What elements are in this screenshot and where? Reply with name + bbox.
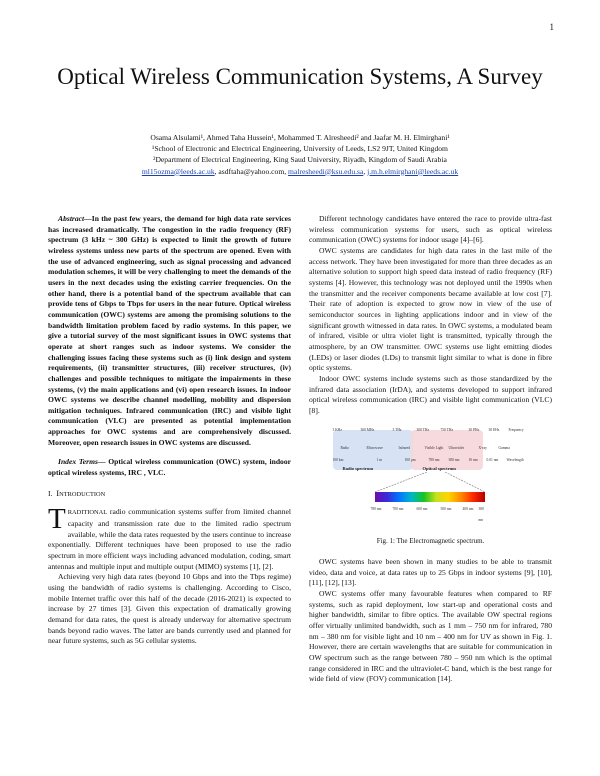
freq-label: 3 KHz xyxy=(332,428,342,433)
spectrum-tick: 500 nm xyxy=(440,507,452,512)
right-paragraph-5: OWC systems offer many favourable features when compared to RF systems, such as rapid deployment, low start-up and operational costs and higher bandwidth, similar to fibre optics. The available OW spectral regions offer virtually unlimited bandwidth, such as 1 mm – 750 nm for infrared, 780 nm – 380 nm for visible light and 10 nm – 400 nm for UV as shown in Fig. 1. However, there are certain wavelengths that are suitable for communication in OW spectrum such as the range between 780 – 950 nm which is the optimal range considered in IRC and the ultraviolet-C band, which is the best range for wide field of view (FOV) communication [14]. xyxy=(309,589,552,684)
wave-label: Wavelength xyxy=(506,458,524,463)
intro-paragraph-2: Achieving very high data rates (beyond 10 Gbps and into the Tbps regime) using the bandwidth of radio systems is challenging. According to Cisco, mobile Internet traffic over this half of the decade (2016-2021) is expected to increase by 27 times [3]. Given this expectation of dramatically growing demand for data rates, the quest is already underway for alternative spectrum bands beyond radio waves. The latter are bands currently used and planned for near future systems, such as 5G cellular systems. xyxy=(48,572,291,646)
email-link-3[interactable]: malresheedi@ksu.edu.sa xyxy=(288,166,364,176)
spectrum-tick: 600 nm xyxy=(416,507,428,512)
right-paragraph-1: Different technology candidates have entered the race to provide ultra-fast wireless communication systems for users, such as optical wireless communication (OWC) systems for indoor usage [4]–[6]. xyxy=(309,214,552,245)
email-separator: , xyxy=(363,166,368,176)
paper-title: Optical Wireless Communication Systems, A Survey xyxy=(57,64,543,89)
left-column xyxy=(48,214,291,647)
intro-smallcaps: RADITIONAL xyxy=(67,509,108,517)
abstract-label: Abstract xyxy=(58,214,85,223)
author-block xyxy=(40,132,560,177)
spectrum-figure xyxy=(331,424,531,532)
band-label: Infrared xyxy=(398,446,411,451)
band-label: X-ray xyxy=(478,446,487,451)
index-terms-text: — Optical wireless communication (OWC) system, indoor optical wireless systems, IRC , VLC. xyxy=(48,457,292,478)
spectrum-tick: 780 nm xyxy=(370,507,382,512)
figure-caption: Fig. 1: The Electromagnetic spectrum. xyxy=(376,537,485,546)
zoom-lines xyxy=(331,472,531,492)
band-label: Microwave xyxy=(366,446,383,451)
wave-label: 100 μm xyxy=(404,458,416,463)
right-paragraph-2: OWC systems are candidates for high data rates in the last mile of the access network. They have been investigated for more than three decades as an alternative solution to support high speed data instead of radio frequency (RF) systems [4]. However, this technology was not deployed until the 1990s when the transmitter and the receiver components became available at low cost [7]. Their rate of adoption is expected to grow now in view of the use of semiconductor sources in lighting applications indoor and in view of the significant growth witnessed in data rates. In OWC systems, a modulated beam of infrared, visible or ultra violet light is transmitted, typically through the atmosphere, by an OW transmitter. OWC systems use light emitting diodes (LEDs) or laser diodes (LDs) to transmit light similar to what is done in fibre optic systems. xyxy=(309,245,552,373)
band-label: Radio xyxy=(340,446,350,451)
index-terms-label: Index Terms xyxy=(58,457,98,467)
radio-spectrum-label: Radio spectrum xyxy=(342,466,374,472)
section-title-rest: NTRODUCTION xyxy=(59,490,106,498)
freq-label: 300 THz xyxy=(416,428,430,433)
freq-label: 3 THz xyxy=(392,428,402,433)
email-link-1[interactable]: ml15ozma@leeds.ac.uk xyxy=(141,166,215,176)
band-label: Ultraviolet xyxy=(448,446,465,451)
wave-label: 380 nm xyxy=(448,458,460,463)
section-title-initial: I xyxy=(56,487,60,498)
section-number: I. xyxy=(48,488,53,498)
freq-label: Frequency xyxy=(508,428,524,433)
author-names: Osama Alsulami¹, Ahmed Taha Hussein¹, Mohammed T. Alresheedi² and Jaafar M. H. Elmirghani¹ xyxy=(150,133,450,142)
intro-text-1: radio communication systems suffer from limited channel capacity and transmission rate due to the limited radio spectrum available, while the data rates requested by the users continue to increase exponentially. Different techniques have been proposed to use the radio spectrum in more efficient ways including advanced modulation, coding, smart antennas and multiple input and multiple output (MIMO) systems [1], [2]. xyxy=(48,507,291,571)
right-paragraph-4: OWC systems have been shown in many studies to be able to transmit video, data and voice, at data rates up to 25 Gbps in indoor systems [9], [10], [11], [12], [13]. xyxy=(309,557,552,588)
wave-label: 10 nm xyxy=(468,458,478,463)
freq-label: 300 MHz xyxy=(360,428,375,433)
abstract-text: —In the past few years, the demand for high data rate services has increased dramatically. The congestion in the radio frequency (RF) spectrum (3 kHz ~ 300 GHz) is expected to limit the growth of future wireless systems unless new parts of the spectrum are opened. Even with the use of advanced engineering, such as signal processing and advanced modulation schemes, it will be very challenging to meet the demands of the users in the next decades using the existing carrier frequencies. On the other hand, there is a potential band of the spectrum available that can provide tens of Gbps to Tbps for users in the near future. Optical wireless communication (OWC) systems are among the promising solutions to the bandwidth limitation problem faced by radio systems. In this paper, we give a tutorial survey of the most significant issues in OWC systems that operate at short ranges such as indoor systems. We consider the challenging issues facing these systems such as (i) link design and system requirements, (ii) transmitter structures, (iii) receiver structures, (iv) challenges and possible techniques to mitigate the impairments in these systems, (v) the main applications and (vi) open research issues. In indoor OWC systems we describe channel modelling, mobility and dispersion mitigation techniques. Infrared communication (IRC) and visible light communication (VLC) are presented as potential implementation approaches for OWC systems and are comprehensively discussed. Moreover, open research issues in OWC systems are discussed. xyxy=(48,214,291,447)
wave-label: 780 nm xyxy=(428,458,440,463)
freq-label: 750 THz xyxy=(440,428,454,433)
abstract xyxy=(48,214,291,448)
index-terms xyxy=(48,457,291,478)
email-link-4[interactable]: j.m.h.elmirghani@leeds.ac.uk xyxy=(367,166,459,176)
intro-paragraph-1 xyxy=(48,503,291,572)
wave-label: 100 km xyxy=(332,458,344,463)
email-text-2: , asdftaha@yahoo.com, xyxy=(214,166,289,176)
optical-spectrum-label: Optical spectrum xyxy=(422,466,456,472)
band-label: Visible Light xyxy=(424,446,444,451)
right-column xyxy=(309,214,552,685)
affiliation-2: ²Department of Electrical Engineering, King Saud University, Riyadh, Kingdom of Saudi Arabia xyxy=(153,155,447,165)
affiliation-1: ¹School of Electronic and Electrical Engineering, University of Leeds, LS2 9JT, United Kingdom xyxy=(152,144,448,154)
section-heading xyxy=(48,488,291,501)
spectrum-tick: 380 nm xyxy=(478,507,484,523)
wave-label: 1 m xyxy=(376,458,382,463)
spectrum-tick: 400 nm xyxy=(462,507,474,512)
visible-spectrum-bar xyxy=(375,492,485,502)
freq-label: 30 PHz xyxy=(468,428,480,433)
wave-label: 0.01 nm xyxy=(486,458,499,463)
freq-label: 30 EHz xyxy=(488,428,500,433)
page-number: 1 xyxy=(549,22,554,32)
email-line xyxy=(40,166,560,177)
right-paragraph-3: Indoor OWC systems include systems such as those standardized by the infrared data association (IrDA), and systems developed to support infrared optical wireless communication (IRC) and visible light communication (VLC) [8]. xyxy=(309,373,552,415)
band-label: Gamma xyxy=(498,446,510,451)
dropcap-letter: T xyxy=(48,503,66,536)
spectrum-tick: 700 nm xyxy=(392,507,404,512)
